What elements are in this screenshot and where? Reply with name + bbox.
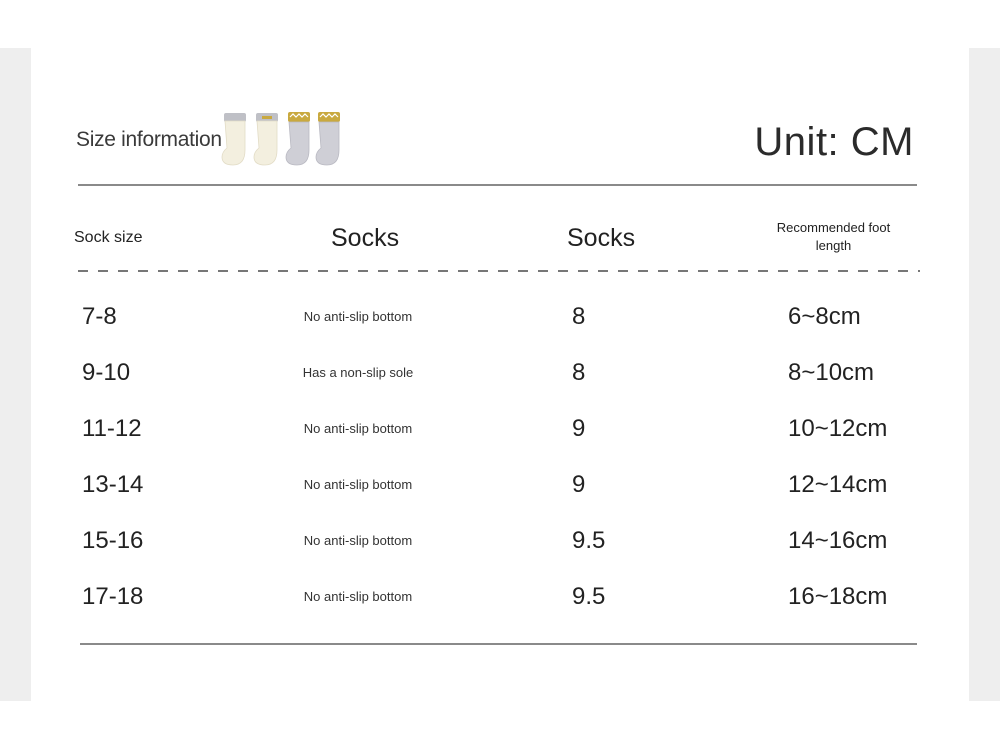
cell-foot-length: 8~10cm: [788, 359, 875, 386]
cell-sock-number: 8: [572, 303, 586, 330]
column-header-foot-length: Recommended foot length: [776, 220, 891, 253]
sock-cream-2: [254, 113, 278, 165]
cell-sole-type: No anti-slip bottom: [303, 477, 413, 492]
unit-label: Unit: CM: [754, 120, 914, 164]
cell-foot-length: 12~14cm: [788, 471, 888, 498]
cell-sock-number: 8: [572, 359, 586, 386]
table-row: [0, 297, 1000, 337]
cell-sock-size: 13-14: [82, 471, 144, 498]
cell-sock-size: 9-10: [82, 359, 131, 386]
table-row: [0, 521, 1000, 561]
cell-sole-type: No anti-slip bottom: [303, 589, 413, 604]
cell-sock-number: 9: [572, 415, 586, 442]
table-row: [0, 409, 1000, 449]
size-information-title: Size information: [76, 128, 222, 151]
cell-sock-size: 17-18: [82, 583, 144, 610]
column-header-sock-size: Sock size: [74, 229, 143, 246]
sock-grey-2: [316, 112, 340, 165]
header-dashed-divider: [78, 270, 920, 272]
cell-sock-size: 11-12: [82, 415, 142, 442]
sock-grey-1: [286, 112, 310, 165]
cell-sock-number: 9.5: [572, 583, 606, 610]
top-divider: [78, 184, 917, 186]
cell-sole-type: No anti-slip bottom: [303, 533, 413, 548]
table-row: [0, 577, 1000, 617]
column-header-socks-sole: Socks: [331, 224, 400, 252]
cell-sock-size: 7-8: [82, 303, 117, 330]
cell-sock-number: 9: [572, 471, 586, 498]
cell-sole-type: No anti-slip bottom: [303, 309, 413, 324]
socks-product-image: [218, 110, 344, 170]
cell-sock-number: 9.5: [572, 527, 606, 554]
cell-foot-length: 16~18cm: [788, 583, 888, 610]
cell-foot-length: 10~12cm: [788, 415, 888, 442]
sock-cream-1: [222, 113, 246, 165]
cell-foot-length: 14~16cm: [788, 527, 888, 554]
cell-sock-size: 15-16: [82, 527, 144, 554]
column-header-socks-size: Socks: [567, 224, 636, 252]
cell-foot-length: 6~8cm: [788, 303, 861, 330]
cell-sole-type: No anti-slip bottom: [303, 421, 413, 436]
table-row: [0, 465, 1000, 505]
cell-sole-type: Has a non-slip sole: [302, 365, 414, 380]
table-row: [0, 353, 1000, 393]
bottom-divider: [80, 643, 917, 645]
